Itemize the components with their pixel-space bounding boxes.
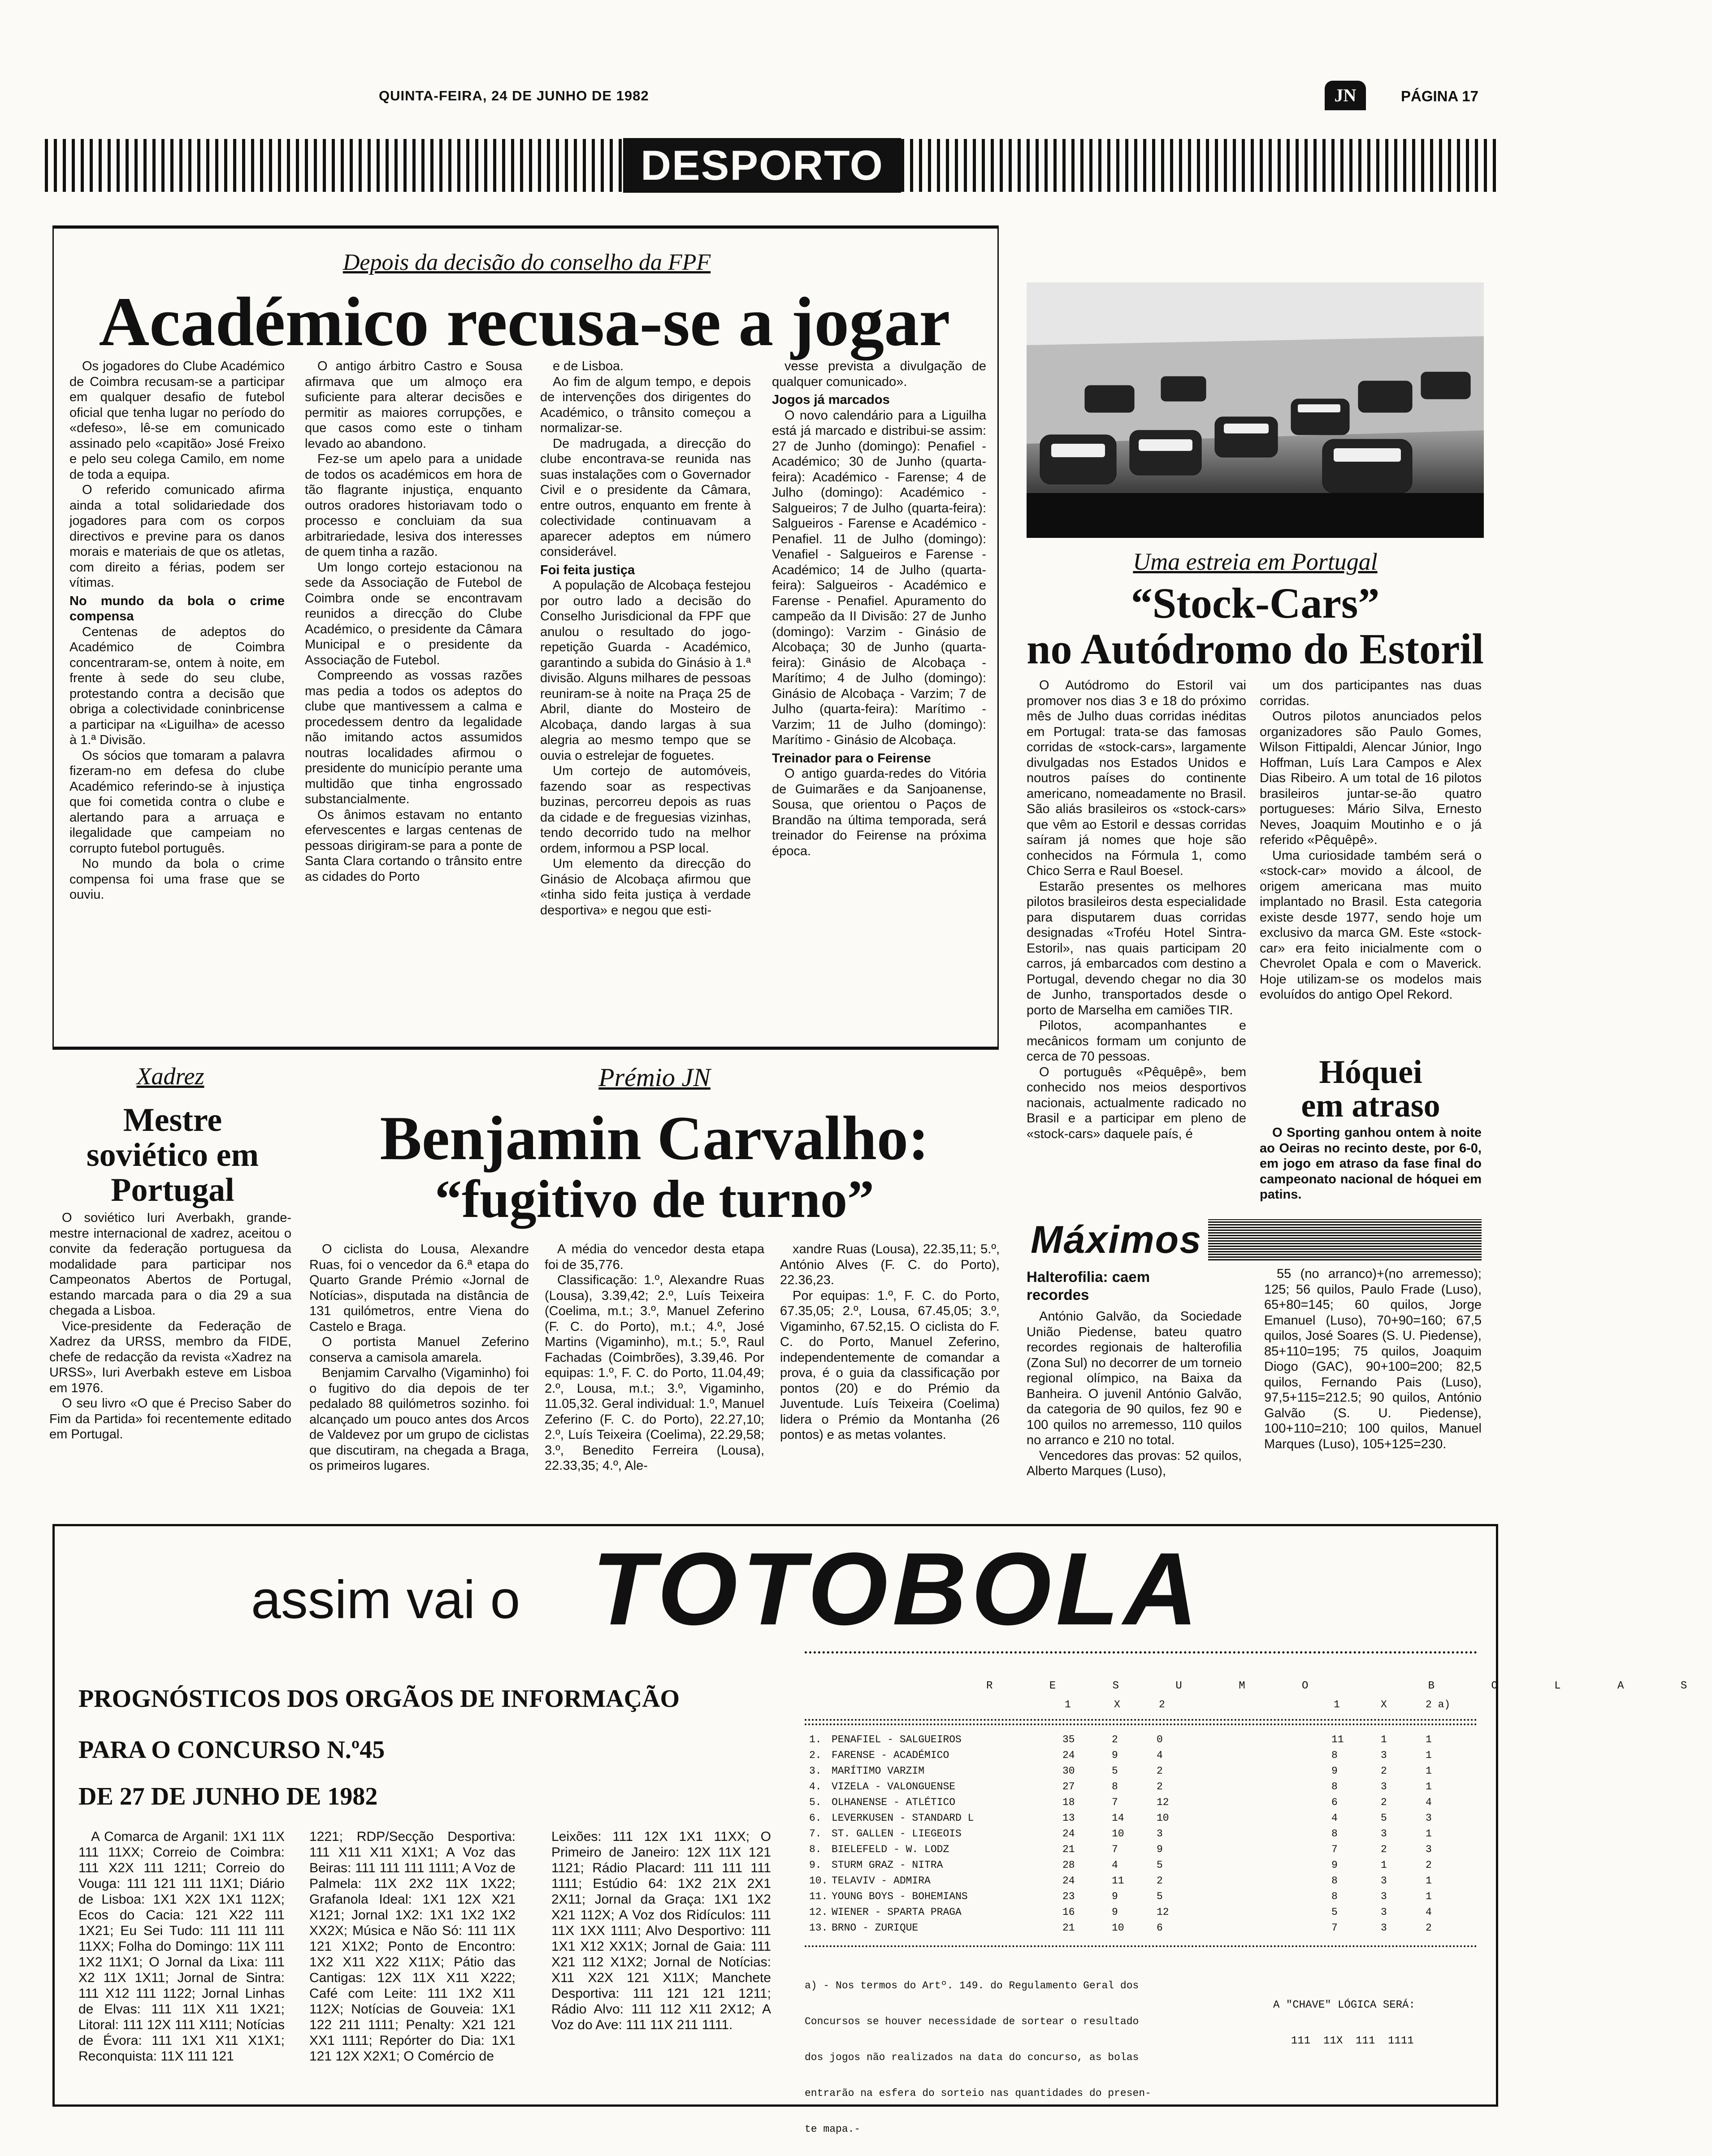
xadrez-col-1	[49, 1210, 291, 1442]
premio-title-2: “fugitivo de turno”	[434, 1169, 875, 1229]
row-b-1: 6	[1331, 1797, 1338, 1808]
row-a-x: 11	[1112, 1875, 1124, 1887]
note-line-5: te mapa.-	[805, 2123, 861, 2135]
premio-c1	[309, 1242, 529, 1474]
row-b-x: 3	[1381, 1922, 1387, 1934]
row-a-1: 30	[1062, 1765, 1075, 1777]
paragraph: Compreendo as vossas razões mas pedia a todos os adeptos do clube que mantivessem a calma e procedessem dentro da legalidade não imitando actos assumidos noutras localidades afirmou o presidente do município perante uma multidão que tinha engrossado substancialmente.	[305, 668, 522, 806]
logo-text: JN	[1334, 85, 1357, 105]
row-b-2: 2	[1426, 1922, 1432, 1934]
chave-label: A "CHAVE" LÓGICA SERÁ:	[1273, 1999, 1415, 2011]
academico-col-2	[305, 359, 522, 884]
page-date: QUINTA-FEIRA, 24 DE JUNHO DE 1982	[379, 88, 649, 104]
row-a-2: 5	[1157, 1859, 1163, 1871]
totobola-title-2: PARA O CONCURSO N.º45	[78, 1736, 385, 1764]
row-game: OLHANENSE - ATLÉTICO	[832, 1797, 956, 1808]
row-a-x: 10	[1112, 1828, 1124, 1840]
stockcars-title-2: no Autódromo do Estoril	[1027, 625, 1484, 673]
note-line-2: Concursos se houver necessidade de sortear o resultado	[805, 2016, 1139, 2027]
academico-col-3	[540, 359, 751, 918]
totobola-col-2	[309, 1829, 516, 2064]
row-b-2: 1	[1426, 1781, 1432, 1792]
row-a-x: 2	[1112, 1734, 1118, 1745]
premio-c2	[545, 1242, 764, 1474]
academico-title: Académico recusa-se a jogar	[99, 283, 950, 360]
totobola-pre: assim vai o	[251, 1570, 520, 1630]
resumo-table	[805, 1694, 1477, 1945]
note-line-1: a) - Nos termos do Artº. 149. do Regulamento Geral dos	[805, 1980, 1139, 1991]
academico-c2	[305, 359, 522, 884]
maximos-c2	[1264, 1266, 1482, 1452]
paragraph: O referido comunicado afirma ainda a total solidariedade dos jogadores para com os corpos directivos e previne para os danos morais e materiais de que os atletas, com direito a férias, podem ser vítimas.	[69, 483, 285, 590]
maximos-col-1	[1027, 1309, 1242, 1479]
totobola-brand: TOTOBOLA	[592, 1531, 1203, 1646]
row-a-1: 18	[1062, 1797, 1075, 1808]
row-b-2: 1	[1426, 1891, 1432, 1902]
paragraph: Vice-presidente da Federação de Xadrez da URSS, membro da FIDE, chefe de redacção da revista «Xadrez na URSS», Iuri Averbakh esteve em Lisboa em 1976.	[49, 1319, 291, 1395]
paragraph: Os jogadores do Clube Académico de Coimbra recusam-se a participar em qualquer desafio de futebol oficial que tenha lugar no período do «defeso», lê-se em comunicado assinado pelo «capitão» José Freixo e pelo seu colega Camilo, em nome de toda a equipa.	[69, 359, 285, 482]
paragraph: Uma curiosidade também será o «stock-car» movido a álcool, de origem americana mas muito implantado no Brasil. Esta categoria existe desde 1977, sendo hoje um exclusivo da marca GM. Este «stock-car» era feito inicialmente com o Chevrolet Opala e com o Maverick. Hoje utilizam-se os modelos mais evoluídos do antigo Opel Rekord.	[1260, 848, 1482, 1002]
paragraph: O antigo árbitro Castro e Sousa afirmava que um almoço era suficiente para alterar decisões e permitir as maiores corrupções, e que casos como este o tinham levado ao abandono.	[305, 359, 522, 451]
maximos-banner-text: Máximos	[1024, 1219, 1208, 1260]
row-a-1: 24	[1062, 1749, 1075, 1761]
hdr-a-1: 1	[1065, 1699, 1071, 1710]
paragraph: No mundo da bola o crime compensa foi uma frase que se ouviu.	[69, 857, 285, 902]
row-game: TELAVIV - ADMIRA	[832, 1875, 931, 1887]
totobola-text-2: 1221; RDP/Secção Desportiva: 111 X11 X11 X1X1; A Voz das Beiras: 111 111 111 1111; A Voz de Palmela: 11X 2X2 11X 1X22; Grafanola Ideal: 1X1 12X X21 X121; Jornal 1X2: 1X1 1X2 1X2 XX2X; Música e Não Só: 111 11X 121 X1X2; Ponto de Encontro: 1X2 X11 X22 X11X; Pátio das Cantigas: 12X 11X X11 X222; Café com Leite: 111 1X2 X11 112X; Notícias de Gouveia: 1X1 122 211 1111; Penalty: X21 121 XX1 1111; Repórter do Dia: 1X1 121 12X X2X1; O Comércio de	[309, 1829, 516, 2064]
row-b-x: 1	[1381, 1859, 1387, 1871]
row-game: FARENSE - ACADÉMICO	[832, 1749, 949, 1761]
premio-c3	[780, 1242, 1000, 1443]
paragraph: O antigo guarda-redes do Vitória de Guimarães e da Sanjoanense, Sousa, que orientou o Paços de Brandão na última temporada, será treinador do Feirense na próxima época.	[772, 766, 986, 858]
row-b-x: 3	[1381, 1828, 1387, 1840]
paragraph: Ao fim de algum tempo, e depois de intervenções dos dirigentes do Académico, o trânsito começou a normalizar-se.	[540, 374, 751, 435]
row-number: 3.	[809, 1765, 822, 1777]
paragraph: Pilotos, acompanhantes e mecânicos formam um conjunto de cerca de 70 pessoas.	[1027, 1018, 1246, 1064]
paragraph: O soviético Iuri Averbakh, grande-mestre internacional de xadrez, aceitou o convite da federação portuguesa da modalidade para participar nos Campeonatos Abertos de Portugal, estando marcada para o dia 29 a sua chegada a Lisboa.	[49, 1211, 291, 1318]
totobola-dotted-rule	[805, 1651, 1477, 1654]
row-b-x: 2	[1381, 1765, 1387, 1777]
paragraph: O ciclista do Lousa, Alexandre Ruas, foi o vencedor da 6.ª etapa do Quarto Grande Prémio «Jornal de Notícias», disputada na distância de 131 quilómetros, entre Viena do Castelo e Braga.	[309, 1242, 529, 1334]
xadrez-kicker: Xadrez	[136, 1063, 204, 1090]
row-a-1: 13	[1062, 1812, 1075, 1824]
row-b-1: 8	[1331, 1875, 1338, 1887]
jn-logo	[1325, 81, 1366, 110]
row-a-1: 21	[1062, 1844, 1075, 1855]
resumo-row	[805, 1844, 1567, 1862]
resumo-row	[805, 1797, 1567, 1814]
race-cars-image	[1027, 282, 1484, 538]
resumo-row	[805, 1828, 1567, 1846]
row-a-1: 24	[1062, 1875, 1075, 1887]
hoquei-title-2: em atraso	[1301, 1087, 1440, 1124]
hdr-b-2: 2 a)	[1426, 1699, 1451, 1710]
row-a-x: 7	[1112, 1844, 1118, 1855]
paragraph: Outros pilotos anunciados pelos organizadores são Paulo Gomes, Wilson Fittipaldi, Alencar Júnior, Ingo Hoffman, Luís Lara Campos e Alex Dias Ribeiro. A um total de 16 pilotos brasileiros juntar-se-ão quatro portugueses: Mário Silva, Ernesto Neves, Joaquim Moutinho e o já referido «Pêquêpê».	[1260, 709, 1482, 847]
paragraph: A população de Alcobaça festejou por outro lado a decisão do Conselho Jurisdicional da FPF que anulou o resultado do jogo-repetição Guarda - Académico, garantindo a subida do Ginásio à 1.ª divisão. Alguns milhares de pessoas reuniram-se à noite na Praça 25 de Abril, diante do Mosteiro de Alcobaça, dando largas à sua alegria ao mesmo tempo que se ouvia o estrelejar de foguetes.	[540, 578, 751, 763]
stockcars-photo	[1027, 282, 1484, 538]
resumo-rule-3	[805, 1945, 1477, 1947]
paragraph: O portista Manuel Zeferino conserva a camisola amarela.	[309, 1335, 529, 1365]
row-b-2: 3	[1426, 1844, 1432, 1855]
row-number: 12.	[809, 1906, 828, 1918]
xadrez-title: Mestre soviético em Portugal	[86, 1102, 259, 1208]
stockcars-c2	[1260, 678, 1482, 1003]
maximos-c1	[1027, 1309, 1242, 1479]
hdr-a-x: X	[1114, 1699, 1120, 1710]
resumo-rule-2	[805, 1723, 1477, 1725]
row-number: 13.	[809, 1922, 828, 1934]
resumo-row	[805, 1891, 1567, 1909]
resumo-rule-1	[805, 1719, 1477, 1721]
premio-kicker: Prémio JN	[598, 1063, 711, 1092]
academico-c4	[772, 359, 986, 859]
paragraph: De madrugada, a direcção do clube encontrava-se reunida nas suas instalações com o Governador Civil e o presidente da Câmara, entre outros, enquanto em frente à colectividade continuavam a aparecer adeptos em número considerável.	[540, 436, 751, 559]
row-b-2: 4	[1426, 1906, 1432, 1918]
row-game: ST. GALLEN - LIEGEOIS	[832, 1828, 962, 1840]
resumo-row	[805, 1781, 1567, 1799]
resumo-note	[805, 1959, 1151, 2156]
note-line-4: entrarão na esfera do sorteio nas quantidades do presen-	[805, 2087, 1151, 2099]
row-a-x: 9	[1112, 1891, 1118, 1902]
row-b-x: 2	[1381, 1797, 1387, 1808]
row-b-x: 3	[1381, 1749, 1387, 1761]
row-a-2: 5	[1157, 1891, 1163, 1902]
resumo-row	[805, 1812, 1567, 1830]
paragraph: Centenas de adeptos do Académico de Coimbra concentraram-se, ontem à noite, em frente à sede do seu clube, protestando contra a decisão que obriga a colectividade coninbricense a participar na «Liguilha» de acesso à 1.ª Divisão.	[69, 624, 285, 747]
row-number: 1.	[809, 1734, 822, 1745]
totobola-text-3: Leixões: 111 12X 1X1 11XX; O Primeiro de Janeiro: 12X 11X 121 1121; Rádio Placard: 111 111 111 1111; Estúdio 64: 1X2 21X 2X1 2X11; Jornal da Graça: 1X1 1X2 X21 112X; A Voz dos Ridículos: 111 11X 1XX 1111; Alvo Desportivo: 111 1X1 X12 XX1X; Jornal de Gaia: 111 X21 112 X1X2; Jornal de Notícias: X11 X2X 121 X11X; Manchete Desportiva: 111 121 121 1211; Rádio Alvo: 111 112 X11 2X12; A Voz do Ave: 111 11X 211 1111.	[551, 1829, 771, 2032]
maximos-col-2	[1264, 1266, 1482, 1452]
row-a-1: 23	[1062, 1891, 1075, 1902]
row-game: VIZELA - VALONGUENSE	[832, 1781, 956, 1792]
row-b-2: 1	[1426, 1828, 1432, 1840]
paragraph: O Autódromo do Estoril vai promover nos dias 3 e 18 do próximo mês de Julho duas corridas inéditas em Portugal: trata-se das famosas corridas de «stock-cars», largamente divulgadas nos Estados Unidos e noutros países do continente americano, nomeadamente no Brasil. São aliás brasileiros os «stock-cars» que vêm ao Estoril e dessas corridas saíram já nomes que hoje são conhecidos na Fórmula 1, como Chico Serra e Raul Boesel.	[1027, 678, 1246, 878]
row-b-2: 4	[1426, 1797, 1432, 1808]
row-a-2: 6	[1157, 1922, 1163, 1934]
row-a-x: 9	[1112, 1906, 1118, 1918]
row-number: 6.	[809, 1812, 822, 1824]
resumo-row	[805, 1906, 1567, 1924]
stockcars-title-1: “Stock-Cars”	[1131, 579, 1380, 627]
note-line-3: dos jogos não realizados na data do concurso, as bolas	[805, 2052, 1139, 2063]
premio-col-3	[780, 1242, 1000, 1443]
paragraph: Um elemento da direcção do Ginásio de Alcobaça afirmou que «tinha sido feita justiça à verdade desportiva» e negou que esti-	[540, 857, 751, 918]
paragraph: vesse prevista a divulgação de qualquer comunicado».	[772, 359, 986, 389]
resumo-row	[805, 1749, 1567, 1767]
row-b-1: 7	[1331, 1922, 1338, 1934]
row-game: STURM GRAZ - NITRA	[832, 1859, 943, 1871]
row-a-2: 0	[1157, 1734, 1163, 1745]
stockcars-kicker: Uma estreia em Portugal	[1133, 548, 1378, 575]
row-number: 7.	[809, 1828, 822, 1840]
row-b-2: 2	[1426, 1859, 1432, 1871]
row-game: YOUNG BOYS - BOHEMIANS	[832, 1891, 968, 1902]
page-number: PÁGINA 17	[1401, 88, 1478, 104]
paragraph: O novo calendário para a Liguilha está já marcado e distribui-se assim: 27 de Junho (domingo): Penafiel - Académico; 30 de Junho (quarta-feira): Académico - Farense; 4 de Julho (domingo): Académico - Salgueiros; 7 de Julho (quarta-feira): Salgueiros - Farense e Académico - Penafiel. 11 de Julho (domingo): Venafiel - Salgueiros e Farense - Académico; 14 de Julho (quarta-feira): Salgueiros - Académico e Farense - Penafiel. Apuramento do campeão da II Divisão: 27 de Junho (domingo): Varzim - Ginásio de Alcobaça; 30 de Junho (quarta-feira): Ginásio de Alcobaça - Marítimo; 4 de Julho (domingo): Ginásio de Alcobaça - Varzim; 7 de Julho (quarta-feira): Marítimo - Varzim; 11 de Julho (domingo): Marítimo - Ginásio de Alcobaça.	[772, 408, 986, 747]
totobola-col-3	[551, 1829, 771, 2033]
paragraph: Um cortejo de automóveis, fazendo soar as respectivas buzinas, percorreu depois as ruas da cidade e de freguesias vizinhas, tendo decorrido tudo na melhor ordem, informou a PSP local.	[540, 764, 751, 856]
row-a-x: 4	[1112, 1859, 1118, 1871]
row-b-1: 9	[1331, 1765, 1338, 1777]
paragraph: A média do vencedor desta etapa foi de 35,776.	[545, 1242, 764, 1272]
paragraph: O português «Pêquêpê», bem conhecido nos meios desportivos nacionais, actualmente radicado no Brasil e a participar em pleno de «stock-cars» daquele país, é	[1027, 1065, 1246, 1141]
row-a-x: 5	[1112, 1765, 1118, 1777]
row-b-1: 9	[1331, 1859, 1338, 1871]
stockcars-c1	[1027, 678, 1246, 1142]
academico-col-1	[69, 359, 285, 903]
row-b-x: 3	[1381, 1906, 1387, 1918]
subheading: Jogos já marcados	[772, 393, 890, 407]
row-b-x: 2	[1381, 1844, 1387, 1855]
row-b-1: 11	[1331, 1734, 1344, 1745]
paragraph: António Galvão, da Sociedade União Piedense, bateu quatro recordes regionais de halterofilia (Zona Sul) no decorrer de um torneio regional olímpico, na Baixa da Banheira. O juvenil António Galvão, da categoria de 90 quilos, fez 90 e 100 quilos no arremesso, 110 quilos no arranco e 210 no total.	[1027, 1309, 1242, 1447]
row-a-x: 9	[1112, 1749, 1118, 1761]
academico-c1	[69, 359, 285, 903]
section-banner	[623, 138, 901, 193]
paragraph: Classificação: 1.º, Alexandre Ruas (Lousa), 3.39,42; 2.º, Luís Teixeira (Coelima, m.t.; 3.º, Manuel Zeferino (F. C. do Porto), m.t.; 4.º, José Martins (Vigaminho), m.t.; 5.º, Raul Fachadas (Coimbrões), 3.39,46. Por equipas: 1.º, F. C. do Porto, 11.04,49; 2.º, Lousa, m.t.; 3.º, Vigaminho, 11.05,32. Geral individual: 1.º, Manuel Zeferino (F. C. do Porto), 22.27,10; 2.º, Luís Teixeira (Coelima), 22.29,58; 3.º, Benedito Ferreira (Lousa), 22.33,35; 4.º, Ale-	[545, 1273, 764, 1473]
row-game: LEVERKUSEN - STANDARD L	[832, 1812, 974, 1824]
row-b-1: 8	[1331, 1891, 1338, 1902]
hoquei-title-1: Hóquei	[1319, 1054, 1422, 1091]
row-b-1: 8	[1331, 1781, 1338, 1792]
paragraph: xandre Ruas (Lousa), 22.35,11; 5.º, António Alves (F. C. do Porto), 22.36,23.	[780, 1242, 1000, 1287]
row-b-2: 1	[1426, 1875, 1432, 1887]
row-a-2: 4	[1157, 1749, 1163, 1761]
hoquei-text	[1260, 1125, 1482, 1203]
totobola-col-1	[78, 1829, 285, 2064]
totobola-title-1: PROGNÓSTICOS DOS ORGÃOS DE INFORMAÇÃO	[78, 1685, 680, 1713]
paragraph: um dos participantes nas duas corridas.	[1260, 678, 1482, 708]
row-a-2: 2	[1157, 1765, 1163, 1777]
maximos-subtitle-2: recordes	[1027, 1286, 1089, 1303]
row-game: PENAFIEL - SALGUEIROS	[832, 1734, 962, 1745]
row-number: 11.	[809, 1891, 828, 1902]
premio-col-2	[545, 1242, 764, 1474]
hdr-b-x: X	[1381, 1699, 1387, 1710]
row-game: BIELEFELD - W. LODZ	[832, 1844, 949, 1855]
paragraph: Estarão presentes os melhores pilotos brasileiros desta especialidade para disputarem duas corridas designadas «Troféu Hotel Sintra-Estoril», nas quais participam 20 carros, já embarcados com destino a Portugal, devendo chegar no dia 30 de Junho, transportados desde o porto de Marselha em camiões TIR.	[1027, 879, 1246, 1017]
row-a-1: 28	[1062, 1859, 1075, 1871]
totobola-text-1: A Comarca de Arganil: 1X1 11X 111 11XX; Correio de Coimbra: 111 X2X 111 1211; Correio do Vouga: 111 121 111 11X1; Diário de Lisboa: 1X1 X2X 1X1 112X; Ecos do Cacia: 121 X22 111 1X21; Eu Sei Tudo: 111 111 111 11XX; Folha do Domingo: 11X 111 1X2 11X1; O Jornal da Lixa: 111 X2 11X 1X11; Jornal de Sintra: 111 X12 111 1122; Jornal Linhas de Elvas: 111 11X X11 1X21; Litoral: 111 12X 111 X111; Notícias de Évora: 111 1X1 X11 X1X1; Reconquista: 11X 111 121	[78, 1829, 285, 2064]
resumo-row	[805, 1875, 1567, 1893]
row-number: 10.	[809, 1875, 828, 1887]
row-number: 9.	[809, 1859, 822, 1871]
row-a-1: 24	[1062, 1828, 1075, 1840]
row-b-2: 3	[1426, 1812, 1432, 1824]
row-b-2: 1	[1426, 1749, 1432, 1761]
row-number: 8.	[809, 1844, 822, 1855]
row-a-2: 12	[1157, 1906, 1169, 1918]
paragraph: Benjamim Carvalho (Vigaminho) foi o fugitivo do dia depois de ter pedalado 88 quilómetros sozinho. foi alcançado um pouco antes dos Arcos de Valdevez por um grupo de ciclistas que discutiram, na chegada a Braga, os primeiros lugares.	[309, 1366, 529, 1473]
row-a-2: 12	[1157, 1797, 1169, 1808]
row-a-2: 2	[1157, 1875, 1163, 1887]
row-a-1: 21	[1062, 1922, 1075, 1934]
row-a-2: 3	[1157, 1828, 1163, 1840]
row-a-x: 7	[1112, 1797, 1118, 1808]
row-number: 2.	[809, 1749, 822, 1761]
row-b-x: 3	[1381, 1891, 1387, 1902]
resumo-row	[805, 1734, 1567, 1752]
paragraph: O seu livro «O que é Preciso Saber do Fim da Partida» foi recentemente editado em Portugal.	[49, 1396, 291, 1442]
row-game: BRNO - ZURIQUE	[832, 1922, 919, 1934]
row-a-1: 16	[1062, 1906, 1075, 1918]
section-title: DESPORTO	[641, 142, 884, 189]
row-b-x: 1	[1381, 1734, 1387, 1745]
row-a-x: 14	[1112, 1812, 1124, 1824]
stockcars-col-2	[1260, 678, 1482, 1003]
row-number: 5.	[809, 1797, 822, 1808]
row-b-2: 1	[1426, 1765, 1432, 1777]
paragraph: Por equipas: 1.º, F. C. do Porto, 67.35,05; 2.º, Lousa, 67.45,05; 3.º, Vigaminho, 67.52,15. O ciclista do F. C. do Porto, Manuel Zeferino, independentemente de comandar a prova, é o guia da classificação por pontos (20) e do Prémio da Juventude. Luís Teixeira (Coelima) lidera o Prémio da Montanha (26 pontos) e as metas volantes.	[780, 1288, 1000, 1442]
maximos-banner	[1024, 1219, 1482, 1260]
paragraph: Fez-se um apelo para a unidade de todos os académicos em hora de tão flagrante injustiça, enquanto outros oradores historiavam todo o processo e concluiam da sua arbitrariedade, lesiva dos interesses de quem tinha a razão.	[305, 452, 522, 559]
row-b-1: 8	[1331, 1828, 1338, 1840]
hdr-a-2: 2	[1159, 1699, 1165, 1710]
academico-c3	[540, 359, 751, 918]
maximos-subtitle-1: Halterofilia: caem	[1027, 1268, 1150, 1285]
premio-col-1	[309, 1242, 529, 1474]
row-b-1: 7	[1331, 1844, 1338, 1855]
row-b-1: 5	[1331, 1906, 1338, 1918]
paragraph: Os ânimos estavam no entanto efervescentes e largas centenas de pessoas dirigiram-se para a ponte de Santa Clara cortando o trânsito entre as cidades do Porto	[305, 807, 522, 884]
resumo-header	[805, 1699, 1567, 1717]
paragraph: Vencedores das provas: 52 quilos, Alberto Marques (Luso),	[1027, 1448, 1242, 1478]
row-a-1: 35	[1062, 1734, 1075, 1745]
resumo-title: R E S U M O B O L A S	[986, 1680, 1712, 1692]
paragraph: Os sócios que tomaram a palavra fizeram-no em defesa do clube Académico referindo-se à injustiça que foi cometida contra o clube e alertando para a arruaça e ilegalidade que campeiam no corrupto futebol português.	[69, 748, 285, 856]
subheading: No mundo da bola o crime compensa	[69, 593, 285, 623]
section-stripes-left	[45, 139, 623, 192]
row-game: MARÍTIMO VARZIM	[832, 1765, 925, 1777]
row-a-x: 8	[1112, 1781, 1118, 1792]
section-stripes-right	[901, 139, 1497, 192]
totobola-title-3: DE 27 DE JUNHO DE 1982	[78, 1783, 378, 1810]
row-b-2: 1	[1426, 1734, 1432, 1745]
resumo-row	[805, 1859, 1567, 1877]
hoquei-paragraph: O Sporting ganhou ontem à noite ao Oeiras no recinto deste, por 6-0, em jogo em atraso da fase final do campeonato nacional de hóquei em patins.	[1260, 1126, 1482, 1202]
row-a-1: 27	[1062, 1781, 1075, 1792]
row-b-1: 8	[1331, 1749, 1338, 1761]
subheading: Foi feita justiça	[540, 563, 635, 577]
row-game: WIENER - SPARTA PRAGA	[832, 1906, 962, 1918]
hdr-b-1: 1	[1334, 1699, 1340, 1710]
paragraph: 55 (no arranco)+(no arremesso); 125; 56 quilos, Paulo Frade (Luso), 65+80=145; 60 quilos, Jorge Emanuel (Luso), 70+90=160; 67,5 quilos, José Soares (S. U. Piedense), 85+110=195; 75 quilos, Joaquim Diogo (GAC), 90+100=200; 82,5 quilos, Fernando Pais (Luso), 97,5+115=212.5; 90 quilos, António Galvão (S. U. Piedense), 100+110=210; 100 quilos, Manuel Marques (Luso), 105+125=230.	[1264, 1267, 1482, 1451]
academico-kicker: Depois da decisão do conselho da FPF	[342, 250, 711, 275]
row-a-2: 9	[1157, 1844, 1163, 1855]
xadrez-c1	[49, 1210, 291, 1442]
paragraph: e de Lisboa.	[553, 359, 624, 373]
row-a-2: 2	[1157, 1781, 1163, 1792]
academico-col-4	[772, 359, 986, 859]
row-number: 4.	[809, 1781, 822, 1792]
row-b-x: 3	[1381, 1781, 1387, 1792]
row-b-1: 4	[1331, 1812, 1338, 1824]
resumo-row	[805, 1922, 1567, 1940]
resumo-row	[805, 1765, 1567, 1783]
stockcars-col-1	[1027, 678, 1246, 1142]
paragraph: Um longo cortejo estacionou na sede da Associação de Futebol de Coimbra onde se encontravam reunidos a direcção do Clube Académico, o presidente da Câmara Municipal e o presidente da Associação de Futebol.	[305, 560, 522, 667]
chave-value: 111 11X 111 1111	[1291, 2035, 1414, 2047]
row-b-x: 5	[1381, 1812, 1387, 1824]
premio-title-1: Benjamin Carvalho:	[380, 1104, 929, 1173]
row-a-2: 10	[1157, 1812, 1169, 1824]
row-b-x: 3	[1381, 1875, 1387, 1887]
subheading: Treinador para o Feirense	[772, 751, 931, 766]
row-a-x: 10	[1112, 1922, 1124, 1934]
